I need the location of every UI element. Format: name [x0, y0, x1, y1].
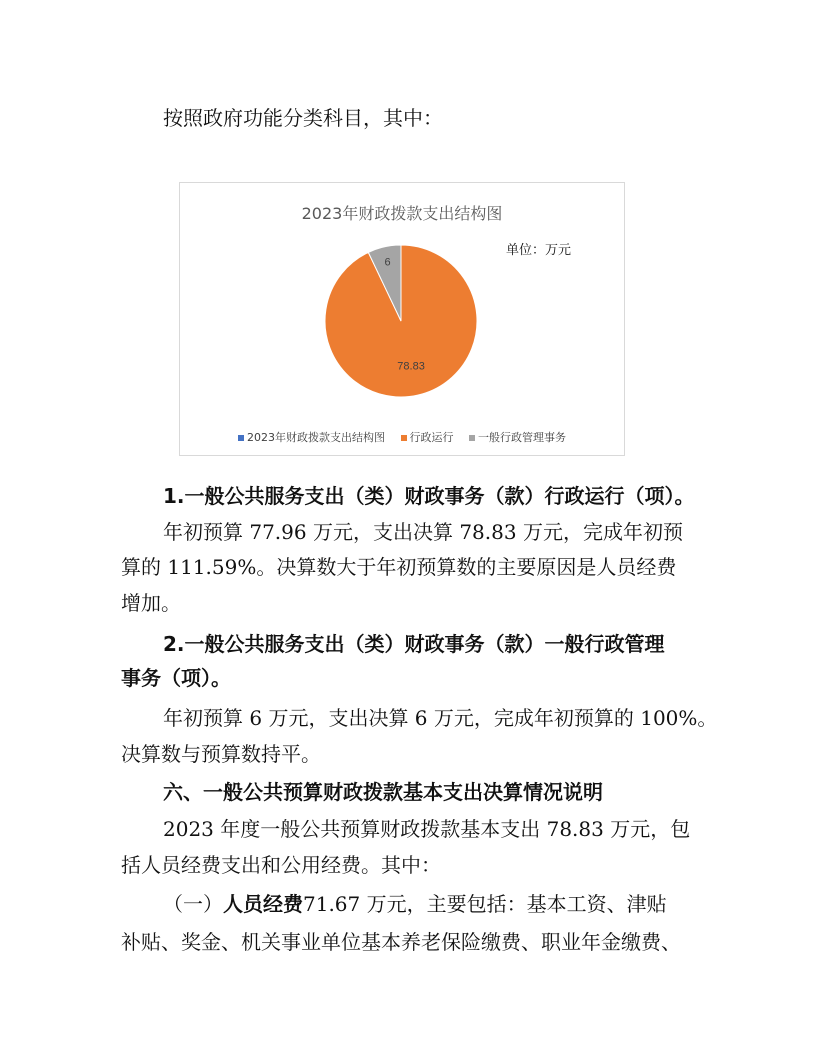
section2-heading: 2.一般公共服务支出（类）财政事务（款）一般行政管理	[163, 632, 665, 656]
section1-body-line: 增加。	[121, 591, 181, 615]
section1-heading: 1.一般公共服务支出（类）财政事务（款）行政运行（项）。	[163, 484, 695, 508]
pie-svg	[180, 183, 624, 455]
legend-swatch	[469, 435, 475, 441]
item-rest: 71.67 万元，主要包括：基本工资、津贴	[303, 892, 667, 916]
section1-body-line: 年初预算 77.96 万元，支出决算 78.83 万元，完成年初预	[163, 520, 683, 544]
legend-label: 行政运行	[409, 431, 454, 444]
section2-body-line: 年初预算 6 万元，支出决算 6 万元，完成年初预算的 100%。	[163, 706, 718, 730]
chart-legend	[180, 429, 624, 445]
intro-line: 按照政府功能分类科目，其中：	[163, 106, 443, 130]
item-bold-term: 人员经费	[223, 892, 303, 916]
section2-body-line: 决算数与预算数持平。	[121, 742, 321, 766]
section2-heading: 事务（项）。	[121, 666, 231, 690]
data-label-general-admin: 6	[384, 256, 391, 269]
legend-label: 一般行政管理事务	[478, 431, 566, 444]
section6-heading: 六、一般公共预算财政拨款基本支出决算情况说明	[163, 780, 603, 804]
legend-swatch	[401, 435, 407, 441]
chart-unit: 单位：万元	[506, 243, 572, 258]
data-label-admin-operation: 78.83	[397, 360, 425, 373]
section6-item1	[163, 890, 667, 918]
item-prefix: （一）	[163, 892, 223, 916]
chart-title: 2023年财政拨款支出结构图	[301, 204, 503, 223]
section1-body-line: 算的 111.59%。决算数大于年初预算数的主要原因是人员经费	[121, 555, 677, 579]
legend-item-admin-operation	[401, 429, 454, 445]
section6-item1-line2: 补贴、奖金、机关事业单位基本养老保险缴费、职业年金缴费、	[121, 930, 681, 954]
legend-label: 2023年财政拨款支出结构图	[247, 431, 385, 444]
section6-body-line: 2023 年度一般公共预算财政拨款基本支出 78.83 万元，包	[163, 817, 691, 841]
pie-chart	[179, 182, 625, 456]
section6-body-line: 括人员经费支出和公用经费。其中：	[121, 853, 441, 877]
legend-swatch	[238, 435, 244, 441]
legend-item-series	[238, 429, 385, 445]
legend-item-general-admin	[469, 429, 566, 445]
